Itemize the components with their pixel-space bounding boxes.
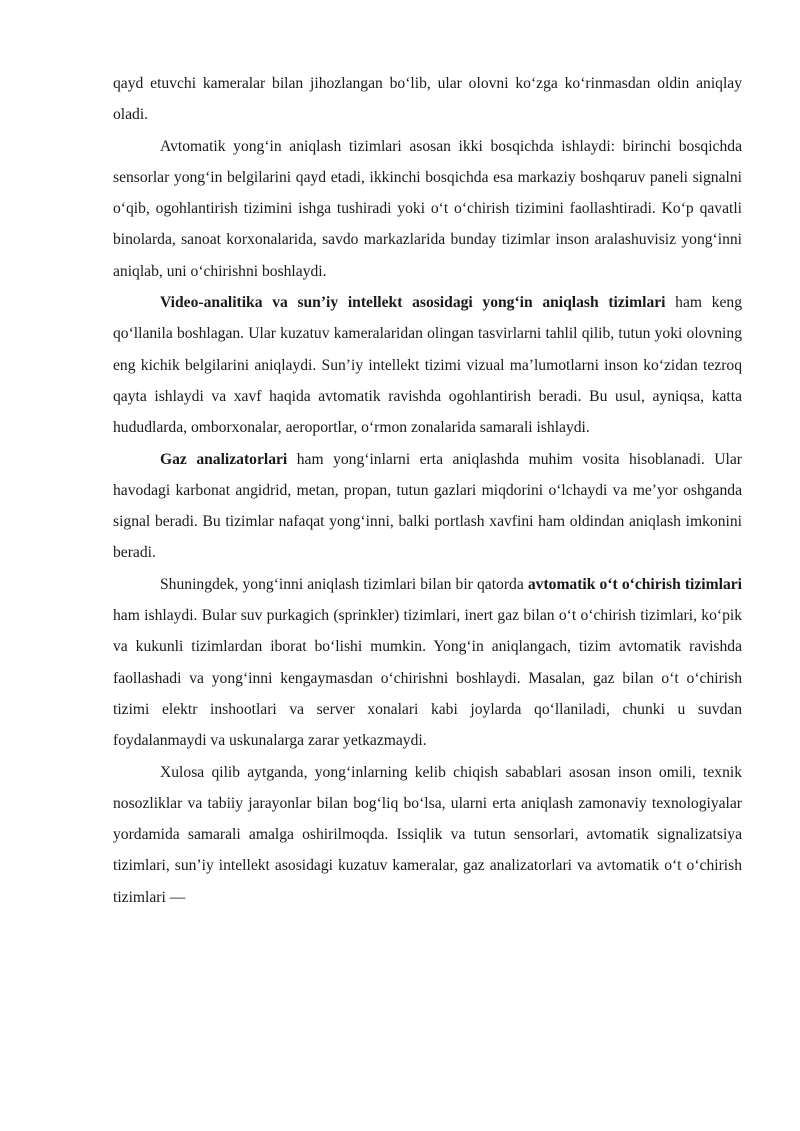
paragraph-extinguishing-systems [113,569,742,757]
paragraph-text: Shuningdek, yong‘inni aniqlash tizimlari bilan bir qatorda [160,575,528,593]
paragraph-gas-analyzers [113,444,742,569]
paragraph-video-analytics [113,287,742,443]
bold-term: Gaz analizatorlari [160,450,288,468]
paragraph-text: ham yong‘inlarni erta aniqlashda muhim vosita hisoblanadi. Ular havodagi karbonat angidrid, metan, propan, tutun gazlari miqdorini o‘lchaydi va me’yor oshganda signal beradi. Bu tizimlar nafaqat yong‘inni, balki portlash xavfini ham oldindan aniqlash imkonini beradi. [113,450,742,562]
bold-term: Video-analitika va sun’iy intellekt asosidagi yong‘in aniqlash tizimlari [160,294,666,312]
paragraph-text: qayd etuvchi kameralar bilan jihozlangan bo‘lib, ular olovni ko‘zga ko‘rinmasdan oldin aniqlay oladi. [113,75,742,124]
paragraph-continuation [113,68,742,131]
bold-term: avtomatik o‘t o‘chirish tizimlari [527,575,742,593]
paragraph-conclusion [113,757,742,913]
paragraph-text: Xulosa qilib aytganda, yong‘inlarning kelib chiqish sabablari asosan inson omili, texnik nosozliklar va tabiiy jarayonlar bilan bog‘liq bo‘lsa, ularni erta aniqlash zamonaviy texnologiyalar yordamida samarali amalga oshirilmoqda. Issiqlik va tutun sensorlari, avtomatik signalizatsiya tizimlari, sun’iy intellekt asosidagi kuzatuv kameralar, gaz analizatorlari va avtomatik o‘t o‘chirish tizimlari — [113,763,742,906]
paragraph-text: ham keng qo‘llanila boshlagan. Ular kuzatuv kameralaridan olingan tasvirlarni tahlil qilib, tutun yoki olovning eng kichik belgilarini aniqlaydi. Sun’iy intellekt tizimi vizual ma’lumotlarni inson ko‘zidan tezroq qayta ishlaydi va xavf haqida avtomatik ravishda ogohlantirish beradi. Bu usul, ayniqsa, katta hududlarda, omborxonalar, aeroportlar, o‘rmon zonalarida samarali ishlaydi. [113,294,742,437]
paragraph-text: Avtomatik yong‘in aniqlash tizimlari asosan ikki bosqichda ishlaydi: birinchi bosqichda sensorlar yong‘in belgilarini qayd etadi, ikkinchi bosqichda esa markaziy boshqaruv paneli signalni o‘qib, ogohlantirish tizimini ishga tushiradi yoki o‘t o‘chirish tizimini faollashtiradi. Ko‘p qavatli binolarda, sanoat korxonalarida, savdo markazlarida bunday tizimlar inson aralashuvisiz yong‘inni aniqlab, uni o‘chirishni boshlaydi. [113,137,742,280]
body-text [113,68,742,913]
paragraph-automatic-detection [113,131,742,287]
paragraph-text: ham ishlaydi. Bular suv purkagich (sprinkler) tizimlari, inert gaz bilan o‘t o‘chirish tizimlari, ko‘pik va kukunli tizimlardan iborat bo‘lishi mumkin. Yong‘in aniqlangach, tizim avtomatik ravishda faollashadi va yong‘inni kengaymasdan o‘chirishni boshlaydi. Masalan, gaz bilan o‘t o‘chirish tizimi elektr inshootlari va server xonalari kabi joylarda qo‘llaniladi, chunki u suvdan foydalanmaydi va uskunalarga zarar yetkazmaydi. [113,607,742,750]
